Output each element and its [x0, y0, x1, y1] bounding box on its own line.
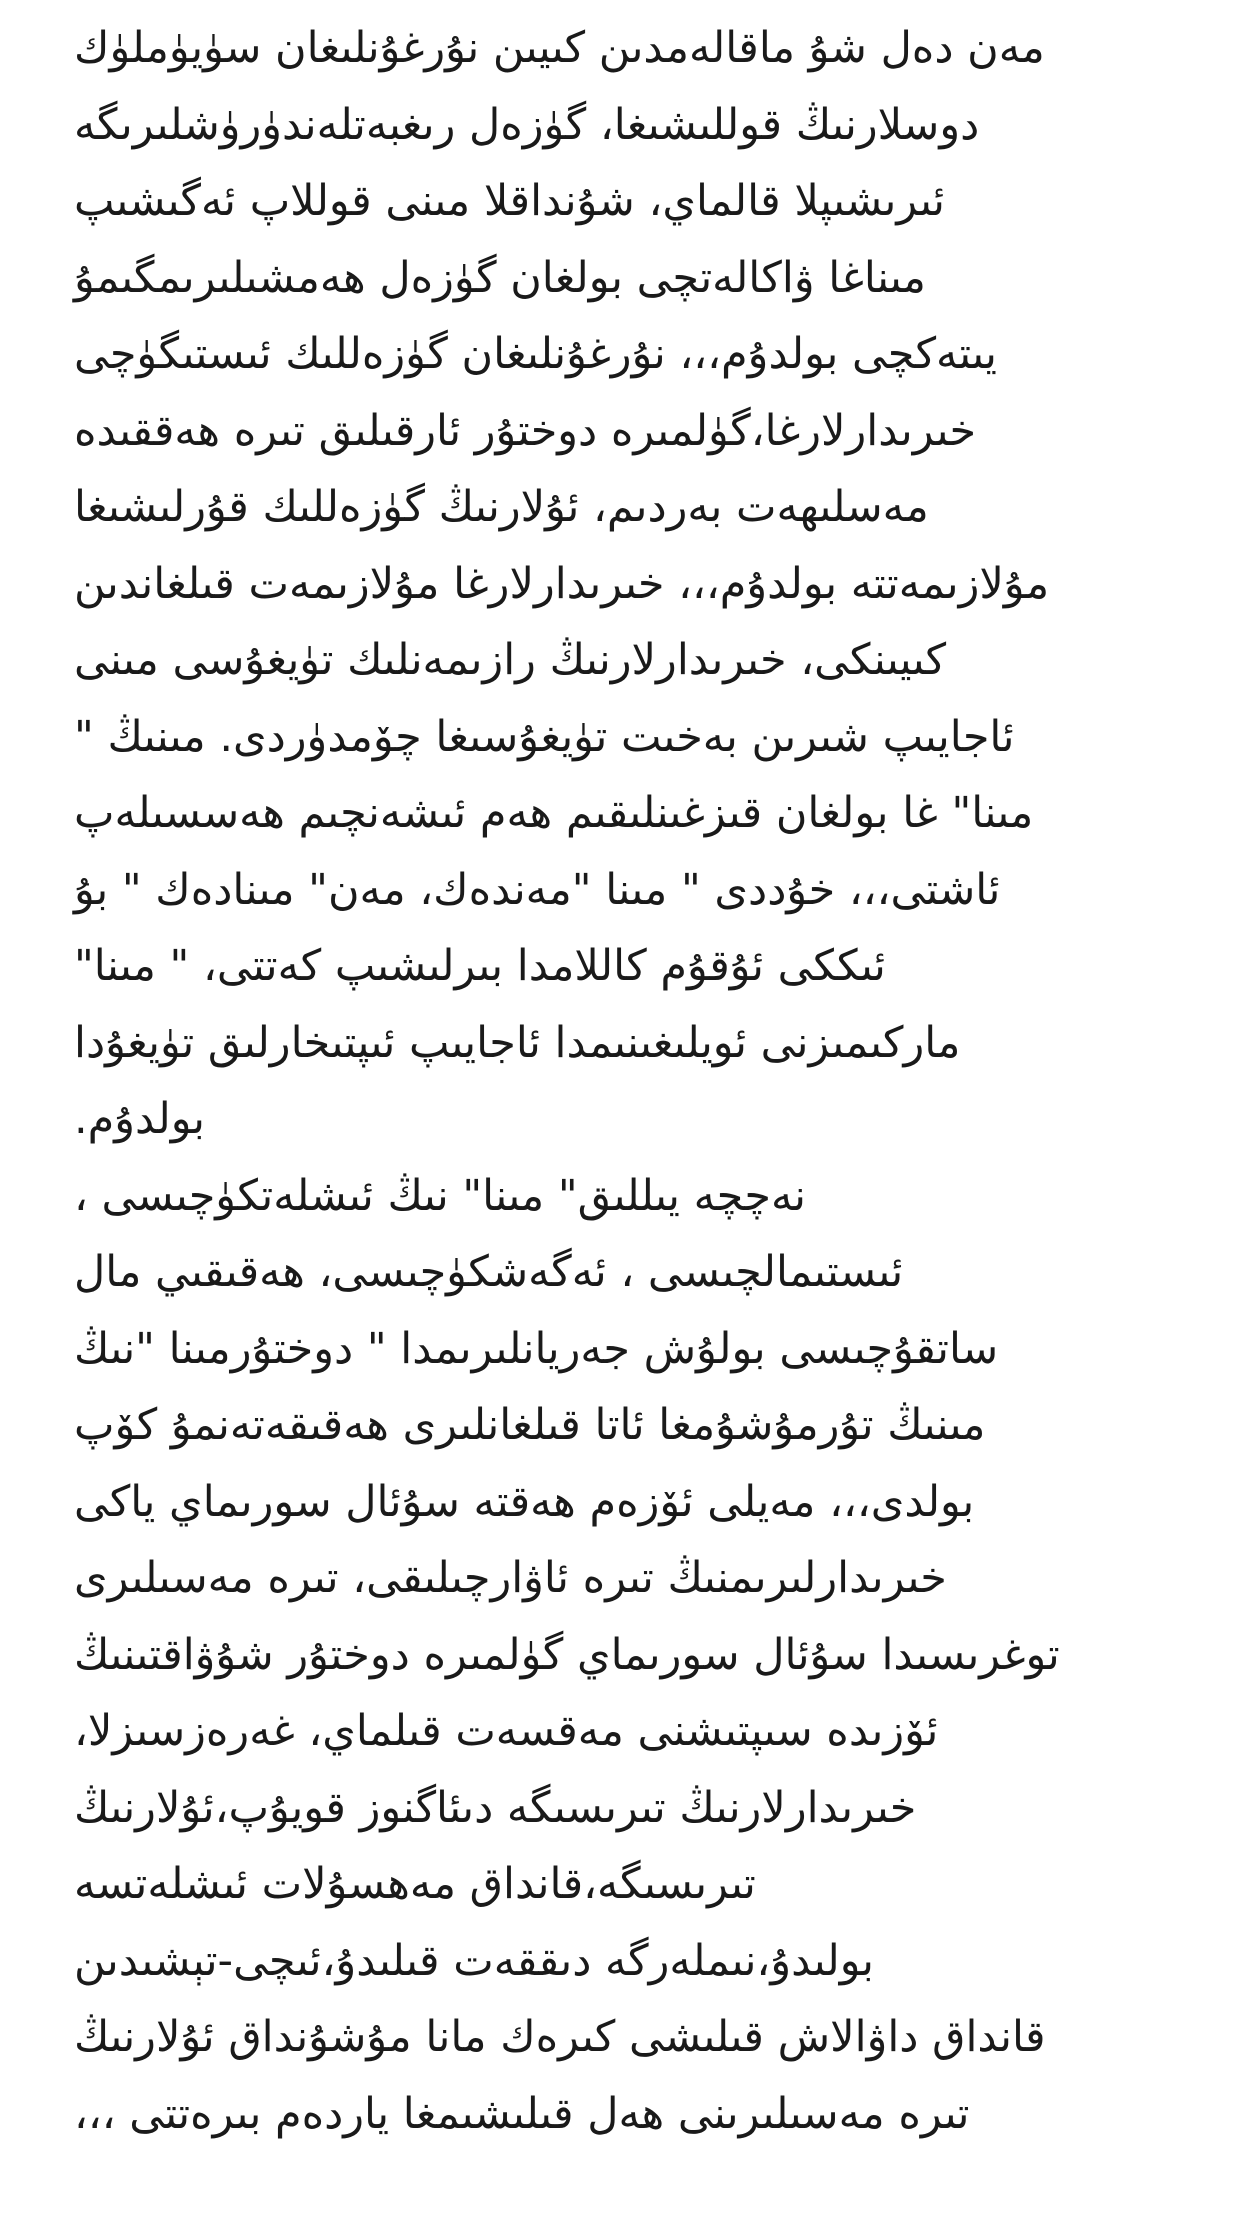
text-line: ئاشتى،،، خۇددى " مىنا "مەندەك، مەن" مىنادەك " بۇ: [74, 864, 1001, 915]
text-line: توغرىسىدا سۇئال سورىماي گۈلمىرە دوختۇر شۇۋاقتىنىڭ: [74, 1629, 1060, 1680]
text-line: قانداق داۋالاش قىلىشى كىرەك مانا مۇشۇنداق ئۇلارنىڭ: [74, 2012, 1046, 2062]
text-line: مەن دەل شۇ ماقالەمدىن كىيىن نۇرغۇنلىغان سۈيۈملۈك: [74, 23, 1045, 73]
text-line: مىنا" غا بولغان قىزغىنلىقىم ھەم ئىشەنچىم ھەسسىلەپ: [74, 788, 1034, 838]
text-line: ئاجايىپ شىرىن بەخىت تۈيغۇسىغا چۆمدۈردى. مىنىڭ ": [74, 711, 1015, 762]
text-line: كىيىنكى، خىرىدارلارنىڭ رازىمەنلىك تۈيغۇسى مىنى: [74, 635, 947, 685]
text-line: بولدى،،، مەيلى ئۆزەم ھەقتە سۇئال سورىماي ياكى: [74, 1476, 975, 1527]
text-line: ئىرىشىپلا قالماي، شۇنداقلا مىنى قوللاپ ئەگىشىپ: [74, 176, 946, 226]
text-line: نەچچە يىللىق" مىنا" نىڭ ئىشلەتكۈچىسى ،: [74, 1170, 806, 1221]
text-line: خىرىدارلىرىمنىڭ تىرە ئاۋارچىلىقى، تىرە مەسىلىرى: [74, 1553, 947, 1603]
text-line: بولىدۇ،نىملەرگە دىققەت قىلىدۇ،ئىچى-تېشىدىن: [74, 1935, 874, 1986]
text-line: ئۆزىدە سىپتىشنى مەقسەت قىلماي، غەرەزسىزلا،: [74, 1706, 939, 1756]
text-line: يىتەكچى بولدۇم،،، نۇرغۇنلىغان گۈزەللىك ئىستىگۈچى: [74, 329, 998, 379]
text-line: تىرىسىگە،قانداق مەھسۇلات ئىشلەتسە: [74, 1859, 756, 1909]
text-line: تىرە مەسىلىرىنى ھەل قىلىشىمغا ياردەم بىرەتتى ،،،: [74, 2088, 970, 2139]
text-line: بولدۇم.: [74, 1094, 205, 1144]
text-line: دوسلارنىڭ قوللىشىغا، گۈزەل رىغبەتلەندۈرۈشلىرىگە: [74, 99, 980, 150]
text-line: مىناغا ۋاكالەتچى بولغان گۈزەل ھەمشىلىرىمگىمۇ: [74, 252, 926, 303]
article-paragraph-1: [74, 10, 1168, 1158]
text-line: مەسلىھەت بەردىم، ئۇلارنىڭ گۈزەللىك قۇرلىشىغا: [74, 482, 929, 532]
article-paragraph-2: [74, 1158, 1168, 2153]
text-line: خىرىدارلارنىڭ تىرىسىگە دىئاگنوز قويۇپ،ئۇلارنىڭ: [74, 1782, 917, 1833]
text-line: ئىككى ئۇقۇم كاللامدا بىرلىشىپ كەتتى، " مىنا": [74, 941, 886, 991]
text-line: مىنىڭ تۇرمۇشۇمغا ئاتا قىلغانلىرى ھەقىقەتەنمۇ كۆپ: [74, 1400, 986, 1450]
text-line: خىرىدارلارغا،گۈلمىرە دوختۇر ئارقىلىق تىرە ھەققىدە: [74, 405, 977, 456]
text-line: ساتقۇچىسى بولۇش جەريانلىرىمدا " دوختۇرمىنا "نىڭ: [74, 1323, 999, 1374]
text-line: ئىستىمالچىسى ، ئەگەشكۈچىسى، ھەقىقىي مال: [74, 1247, 904, 1297]
text-line: ماركىمىزنى ئويلىغىنىمدا ئاجايىپ ئىپتىخارلىق تۈيغۇدا: [74, 1017, 961, 1068]
text-line: مۇلازىمەتتە بولدۇم،،، خىرىدارلارغا مۇلازىمەت قىلغاندىن: [74, 558, 1050, 609]
article-body: [74, 10, 1168, 2152]
